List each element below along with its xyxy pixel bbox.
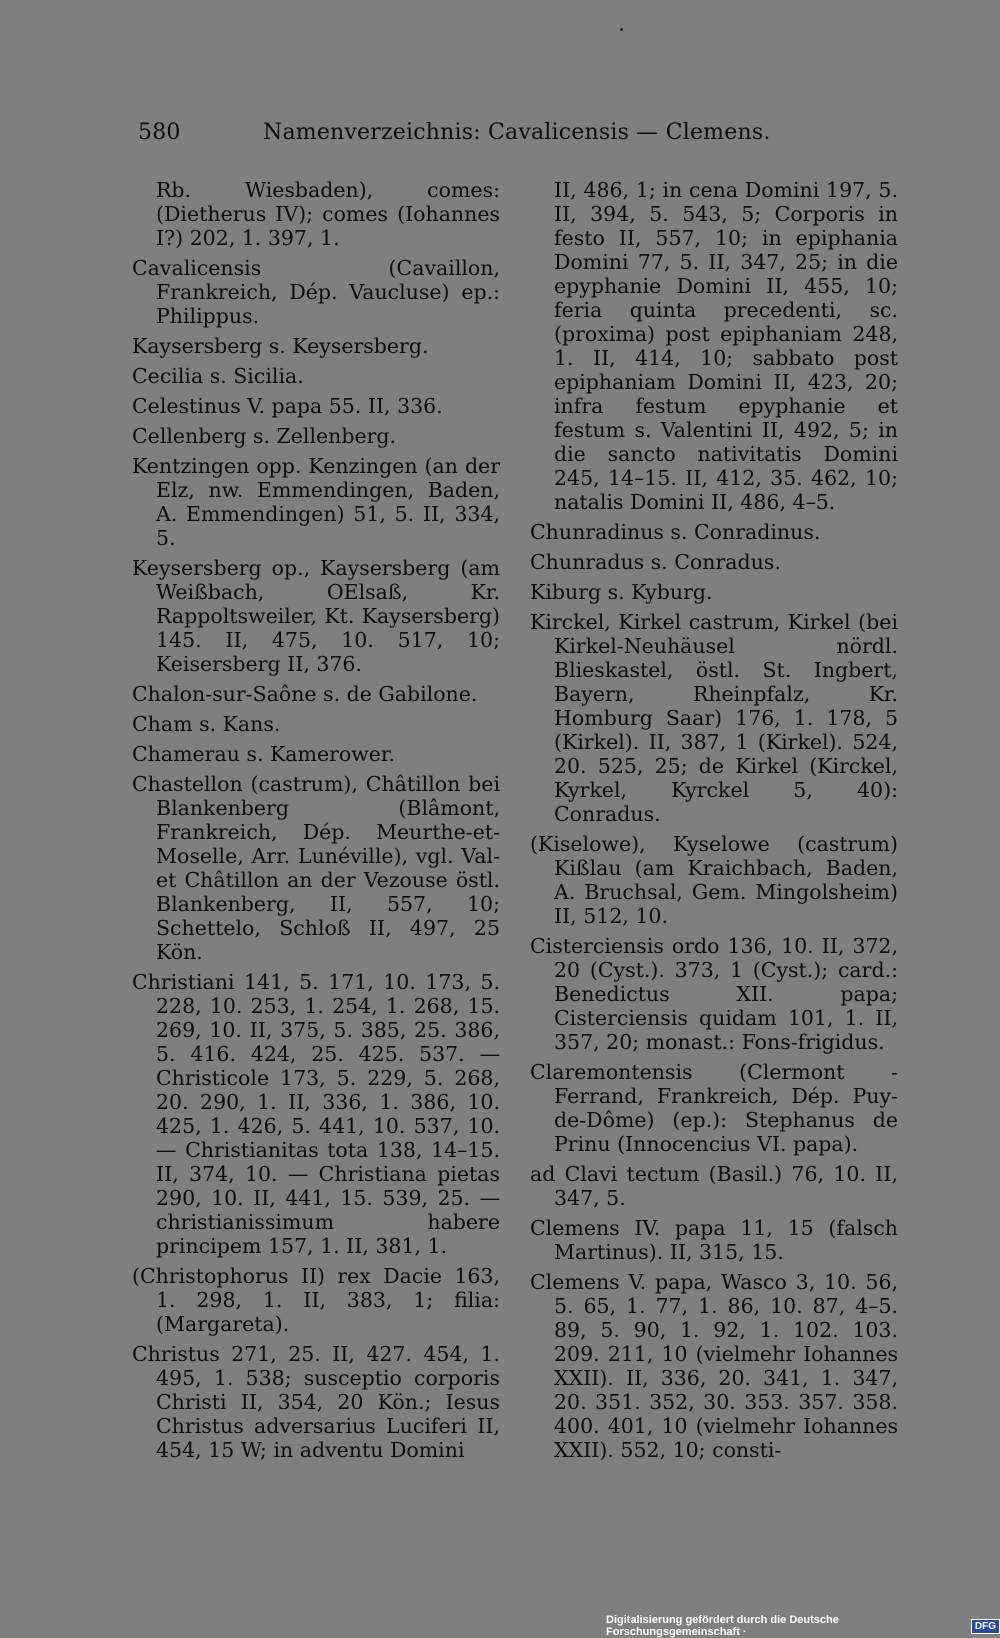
index-entry: II, 486, 1; in cena Domini 197, 5. II, 394, 5. 543, 5; Corporis in festo II, 557, 10; in epiphania Domini 77, 5. II, 347, 25; in die epyphanie Domini II, 455, 10; feria quinta precedenti, sc. (proxima) post epiphaniam 248, 1. II, 414, 10; sabbato post epiphaniam Domini II, 423, 20; infra festum epyphanie et festum s. Valentini II, 492, 5; in die sancto nativitatis Domini 245, 14–15. II, 412, 35. 462, 10; natalis Domini II, 486, 4–5. xyxy=(554,178,898,514)
index-entry: Kaysersberg s. Keysersberg. xyxy=(132,334,429,358)
index-entry: (Christophorus II) rex Dacie 163, 1. 298, 1. II, 383, 1; filia: (Margareta). xyxy=(132,1264,500,1336)
left-column xyxy=(132,178,500,1468)
index-entry: Kiburg s. Kyburg. xyxy=(530,580,713,604)
index-entry: ad Clavi tectum (Basil.) 76, 10. II, 347, 5. xyxy=(530,1162,898,1210)
index-entry: Christus 271, 25. II, 427. 454, 1. 495, 1. 538; susceptio corporis Christi II, 354, 20 Kön.; Iesus Christus adversarius Luciferi II, 454, 15 W; in adventu Domini xyxy=(132,1342,500,1462)
index-entry: Claremontensis (Clermont - Ferrand, Frankreich, Dép. Puy-de-Dôme) (ep.): Stephanus de Prinu (Innocencius VI. papa). xyxy=(530,1060,898,1156)
index-entry: Christiani 141, 5. 171, 10. 173, 5. 228, 10. 253, 1. 254, 1. 268, 15. 269, 10. II, 375, 5. 385, 25. 386, 5. 416. 424, 25. 425. 537. — Christicole 173, 5. 229, 5. 268, 20. 290, 1. II, 336, 1. 386, 10. 425, 1. 426, 5. 441, 10. 537, 10. — Christianitas tota 138, 14–15. II, 374, 10. — Christiana pietas 290, 10. II, 441, 15. 539, 25. — christianissimum habere principem 157, 1. II, 381, 1. xyxy=(132,970,500,1258)
scan-speck xyxy=(620,28,623,31)
index-entry: Kentzingen opp. Kenzingen (an der Elz, nw. Emmendingen, Baden, A. Emmendingen) 51, 5. II, 334, 5. xyxy=(132,454,500,550)
index-entry: Celestinus V. papa 55. II, 336. xyxy=(132,394,443,418)
index-entry: Kirckel, Kirkel castrum, Kirkel (bei Kirkel-Neuhäusel nördl. Blieskastel, östl. St. Ingbert, Bayern, Rheinpfalz, Kr. Homburg Saar) 176, 1. 178, 5 (Kirkel). II, 387, 1 (Kirkel). 524, 20. 525, 25; de Kirkel (Kirckel, Kyrkel, Kyrckel 5, 40): Conradus. xyxy=(530,610,898,826)
credit-text: Digitalisierung gefördert durch die Deutsche Forschungsgemeinschaft · xyxy=(606,1614,839,1638)
index-entry: Cecilia s. Sicilia. xyxy=(132,364,304,388)
index-entry: Chunradinus s. Conradinus. xyxy=(530,520,821,544)
page-number: 580 xyxy=(138,120,181,145)
dfg-logo: DFG xyxy=(971,1619,1000,1634)
index-entry: Cisterciensis ordo 136, 10. II, 372, 20 (Cyst.). 373, 1 (Cyst.); card.: Benedictus XII. papa; Cisterciensis quidam 101, 1. II, 357, 20; monast.: Fons-frigidus. xyxy=(530,934,898,1054)
index-entry: Keysersberg op., Kaysersberg (am Weißbach, OElsaß, Kr. Rappoltsweiler, Kt. Kaysersberg) 145. II, 475, 10. 517, 10; Keisersberg II, 376. xyxy=(132,556,500,676)
index-entry: Cellenberg s. Zellenberg. xyxy=(132,424,397,448)
index-entry: Clemens V. papa, Wasco 3, 10. 56, 5. 65, 1. 77, 1. 86, 10. 87, 4–5. 89, 5. 90, 1. 92, 1. 102. 103. 209. 211, 10 (vielmehr Iohannes XXII). II, 336, 20. 341, 1. 347, 20. 351. 352, 30. 353. 357. 358. 400. 401, 10 (vielmehr Iohannes XXII). 552, 10; consti- xyxy=(530,1270,898,1462)
index-entry: Chalon-sur-Saône s. de Gabilone. xyxy=(132,682,478,706)
page-header xyxy=(138,120,938,145)
index-entry: Chunradus s. Conradus. xyxy=(530,550,781,574)
index-entry: Chamerau s. Kamerower. xyxy=(132,742,395,766)
index-entry: Cham s. Kans. xyxy=(132,712,281,736)
index-entry: Clemens IV. papa 11, 15 (falsch Martinus). II, 315, 15. xyxy=(530,1216,898,1264)
index-entry: Chastellon (castrum), Châtillon bei Blankenberg (Blâmont, Frankreich, Dép. Meurthe-et-Moselle, Arr. Lunéville), vgl. Val-et Châtillon an der Vezouse östl. Blankenberg, II, 557, 10; Schettelo, Schloß II, 497, 25 Kön. xyxy=(132,772,500,964)
running-title: Namenverzeichnis: Cavalicensis — Clemens. xyxy=(263,120,771,145)
digitization-credit xyxy=(606,1614,1000,1638)
index-entry: Cavalicensis (Cavaillon, Frankreich, Dép. Vaucluse) ep.: Philippus. xyxy=(132,256,500,328)
index-entry: (Kiselowe), Kyselowe (castrum) Kißlau (am Kraichbach, Baden, A. Bruchsal, Gem. Mingolsheim) II, 512, 10. xyxy=(530,832,898,928)
right-column xyxy=(530,178,898,1468)
index-entry: Rb. Wiesbaden), comes: (Dietherus IV); comes (Iohannes I?) 202, 1. 397, 1. xyxy=(156,178,500,250)
